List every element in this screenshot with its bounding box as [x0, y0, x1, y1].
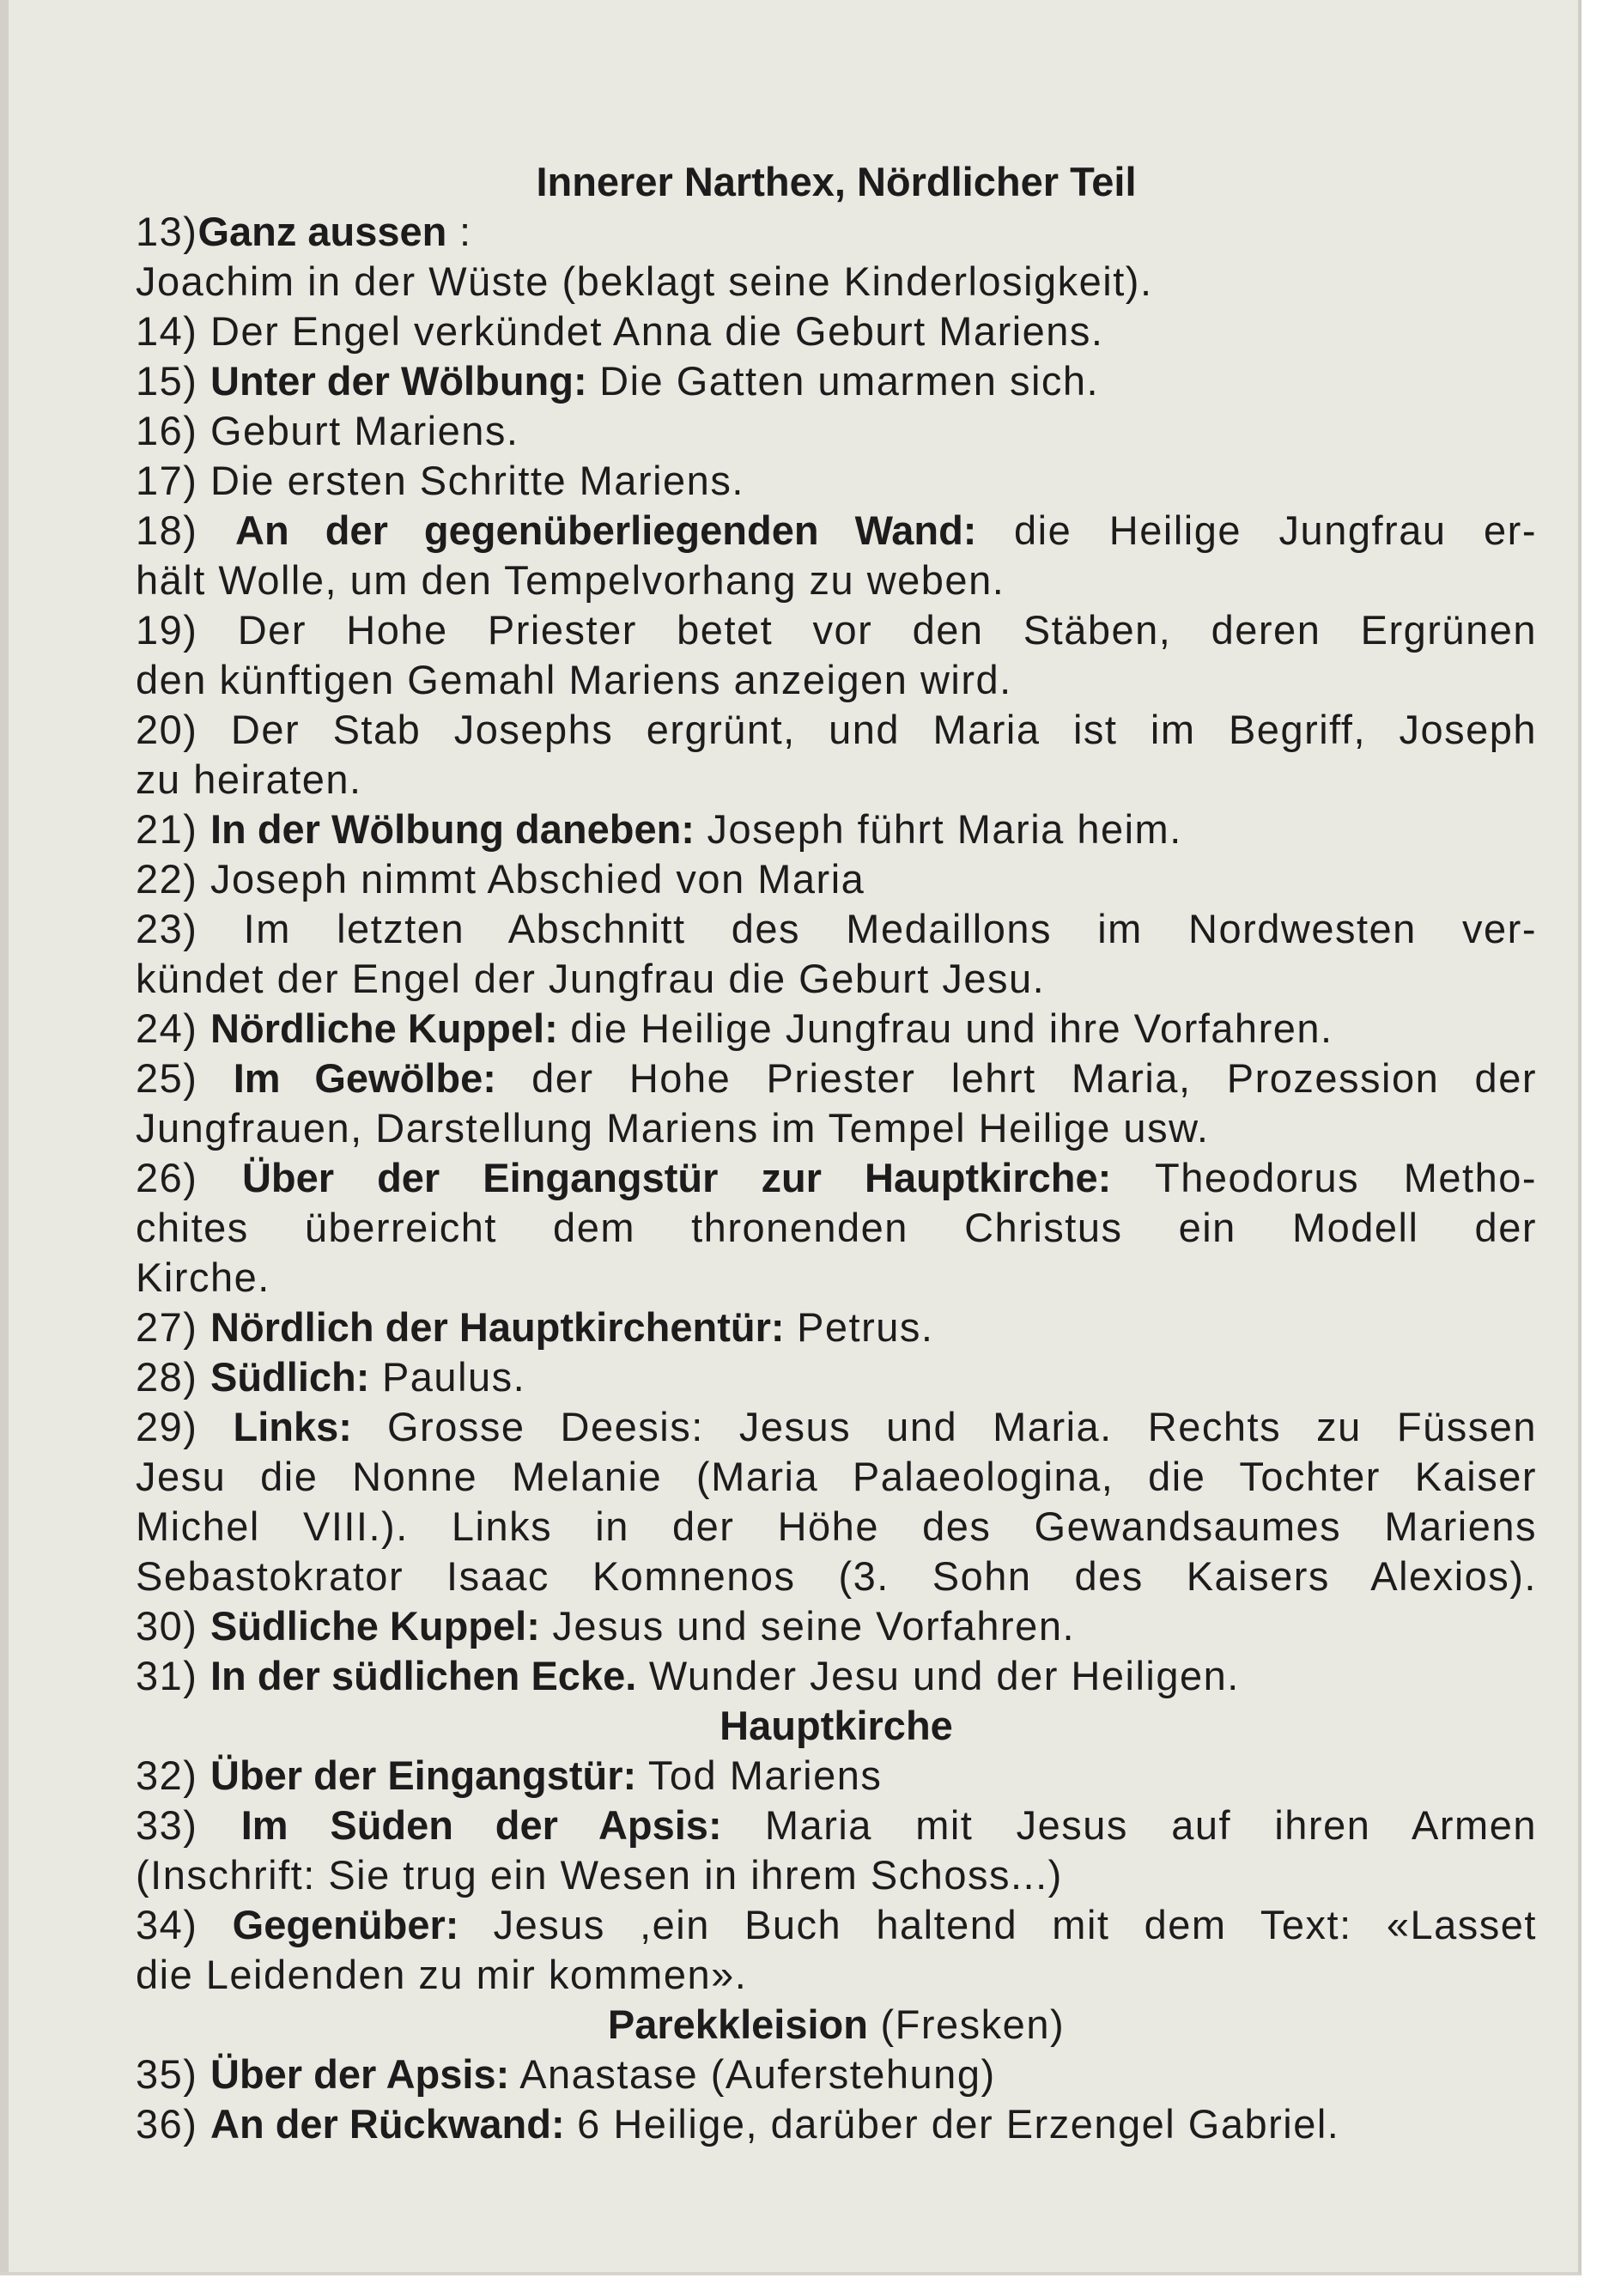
list-item-13-text: Joachim in der Wüste (beklagt seine Kinderlosigkeit).: [136, 258, 1153, 304]
list-item-23: 23) Im letzten Abschnitt des Medaillons im Nordwesten ver-: [136, 906, 1537, 951]
page-text: [136, 157, 1537, 2149]
list-item-36: 36) An der Rückwand: 6 Heilige, darüber der Erzengel Gabriel.: [136, 2101, 1340, 2147]
list-item-18: 18) An der gegenüberliegenden Wand: die Heilige Jungfrau er-: [136, 507, 1537, 553]
list-item-34-cont: die Leidenden zu mir kommen».: [136, 1952, 748, 1997]
list-item-19: 19) Der Hohe Priester betet vor den Stäben, deren Ergrünen: [136, 607, 1537, 653]
section-heading-parekkleision: Parekkleision (Fresken): [607, 2001, 1066, 2047]
list-item-30: 30) Südliche Kuppel: Jesus und seine Vorfahren.: [136, 1603, 1076, 1649]
list-item-19-cont: den künftigen Gemahl Mariens anzeigen wird.: [136, 657, 1012, 702]
list-item-26-cont: chites überreicht dem thronenden Christus ein Modell der: [136, 1205, 1537, 1250]
list-item-28: 28) Südlich: Paulus.: [136, 1354, 526, 1400]
list-item-32: 32) Über der Eingangstür: Tod Mariens: [136, 1752, 883, 1798]
list-item-24: 24) Nördliche Kuppel: die Heilige Jungfrau und ihre Vorfahren.: [136, 1005, 1333, 1051]
list-item-22: 22) Joseph nimmt Abschied von Maria: [136, 856, 865, 902]
list-item-27: 27) Nördlich der Hauptkirchentür: Petrus.: [136, 1304, 934, 1350]
list-item-13: 13)Ganz aussen :: [136, 209, 472, 254]
list-item-17: 17) Die ersten Schritte Mariens.: [136, 458, 744, 503]
list-item-21: 21) In der Wölbung daneben: Joseph führt Maria heim.: [136, 806, 1182, 852]
list-item-26-end: Kirche.: [136, 1254, 270, 1300]
list-item-26: 26) Über der Eingangstür zur Hauptkirche: Theodorus Metho-: [136, 1155, 1537, 1200]
list-item-34: 34) Gegenüber: Jesus ,ein Buch haltend mit dem Text: «Lasset: [136, 1902, 1537, 1947]
list-item-18-cont: hält Wolle, um den Tempelvorhang zu weben.: [136, 557, 1005, 603]
list-item-33-cont: (Inschrift: Sie trug ein Wesen in ihrem Schoss...): [136, 1852, 1063, 1898]
list-item-20: 20) Der Stab Josephs ergrünt, und Maria ist im Begriff, Joseph: [136, 707, 1538, 752]
list-item-29-end: Sebastokrator Isaac Komnenos (3. Sohn des Kaisers Alexios).: [136, 1553, 1537, 1599]
list-item-15: 15) Unter der Wölbung: Die Gatten umarmen sich.: [136, 358, 1100, 404]
list-item-16: 16) Geburt Mariens.: [136, 408, 519, 453]
list-item-29-cont: Jesu die Nonne Melanie (Maria Palaeologina, die Tochter Kaiser: [136, 1454, 1537, 1499]
list-item-29: 29) Links: Grosse Deesis: Jesus und Maria. Rechts zu Füssen: [136, 1404, 1537, 1449]
list-item-14: 14) Der Engel verkündet Anna die Geburt Mariens.: [136, 308, 1104, 354]
list-item-33: 33) Im Süden der Apsis: Maria mit Jesus auf ihren Armen: [136, 1802, 1537, 1848]
list-item-35: 35) Über der Apsis: Anastase (Auferstehung): [136, 2051, 996, 2097]
list-item-25: 25) Im Gewölbe: der Hohe Priester lehrt Maria, Prozession der: [136, 1055, 1537, 1101]
list-item-25-cont: Jungfrauen, Darstellung Mariens im Tempel Heilige usw.: [136, 1105, 1210, 1151]
list-item-23-cont: kündet der Engel der Jungfrau die Geburt Jesu.: [136, 956, 1046, 1001]
list-item-29-cont2: Michel VIII.). Links in der Höhe des Gewandsaumes Mariens: [136, 1503, 1537, 1549]
section-heading-narthex: Innerer Narthex, Nördlicher Teil: [536, 159, 1137, 204]
list-item-31: 31) In der südlichen Ecke. Wunder Jesu und der Heiligen.: [136, 1653, 1240, 1698]
list-item-20-cont: zu heiraten.: [136, 756, 362, 802]
section-heading-hauptkirche: Hauptkirche: [720, 1703, 953, 1748]
